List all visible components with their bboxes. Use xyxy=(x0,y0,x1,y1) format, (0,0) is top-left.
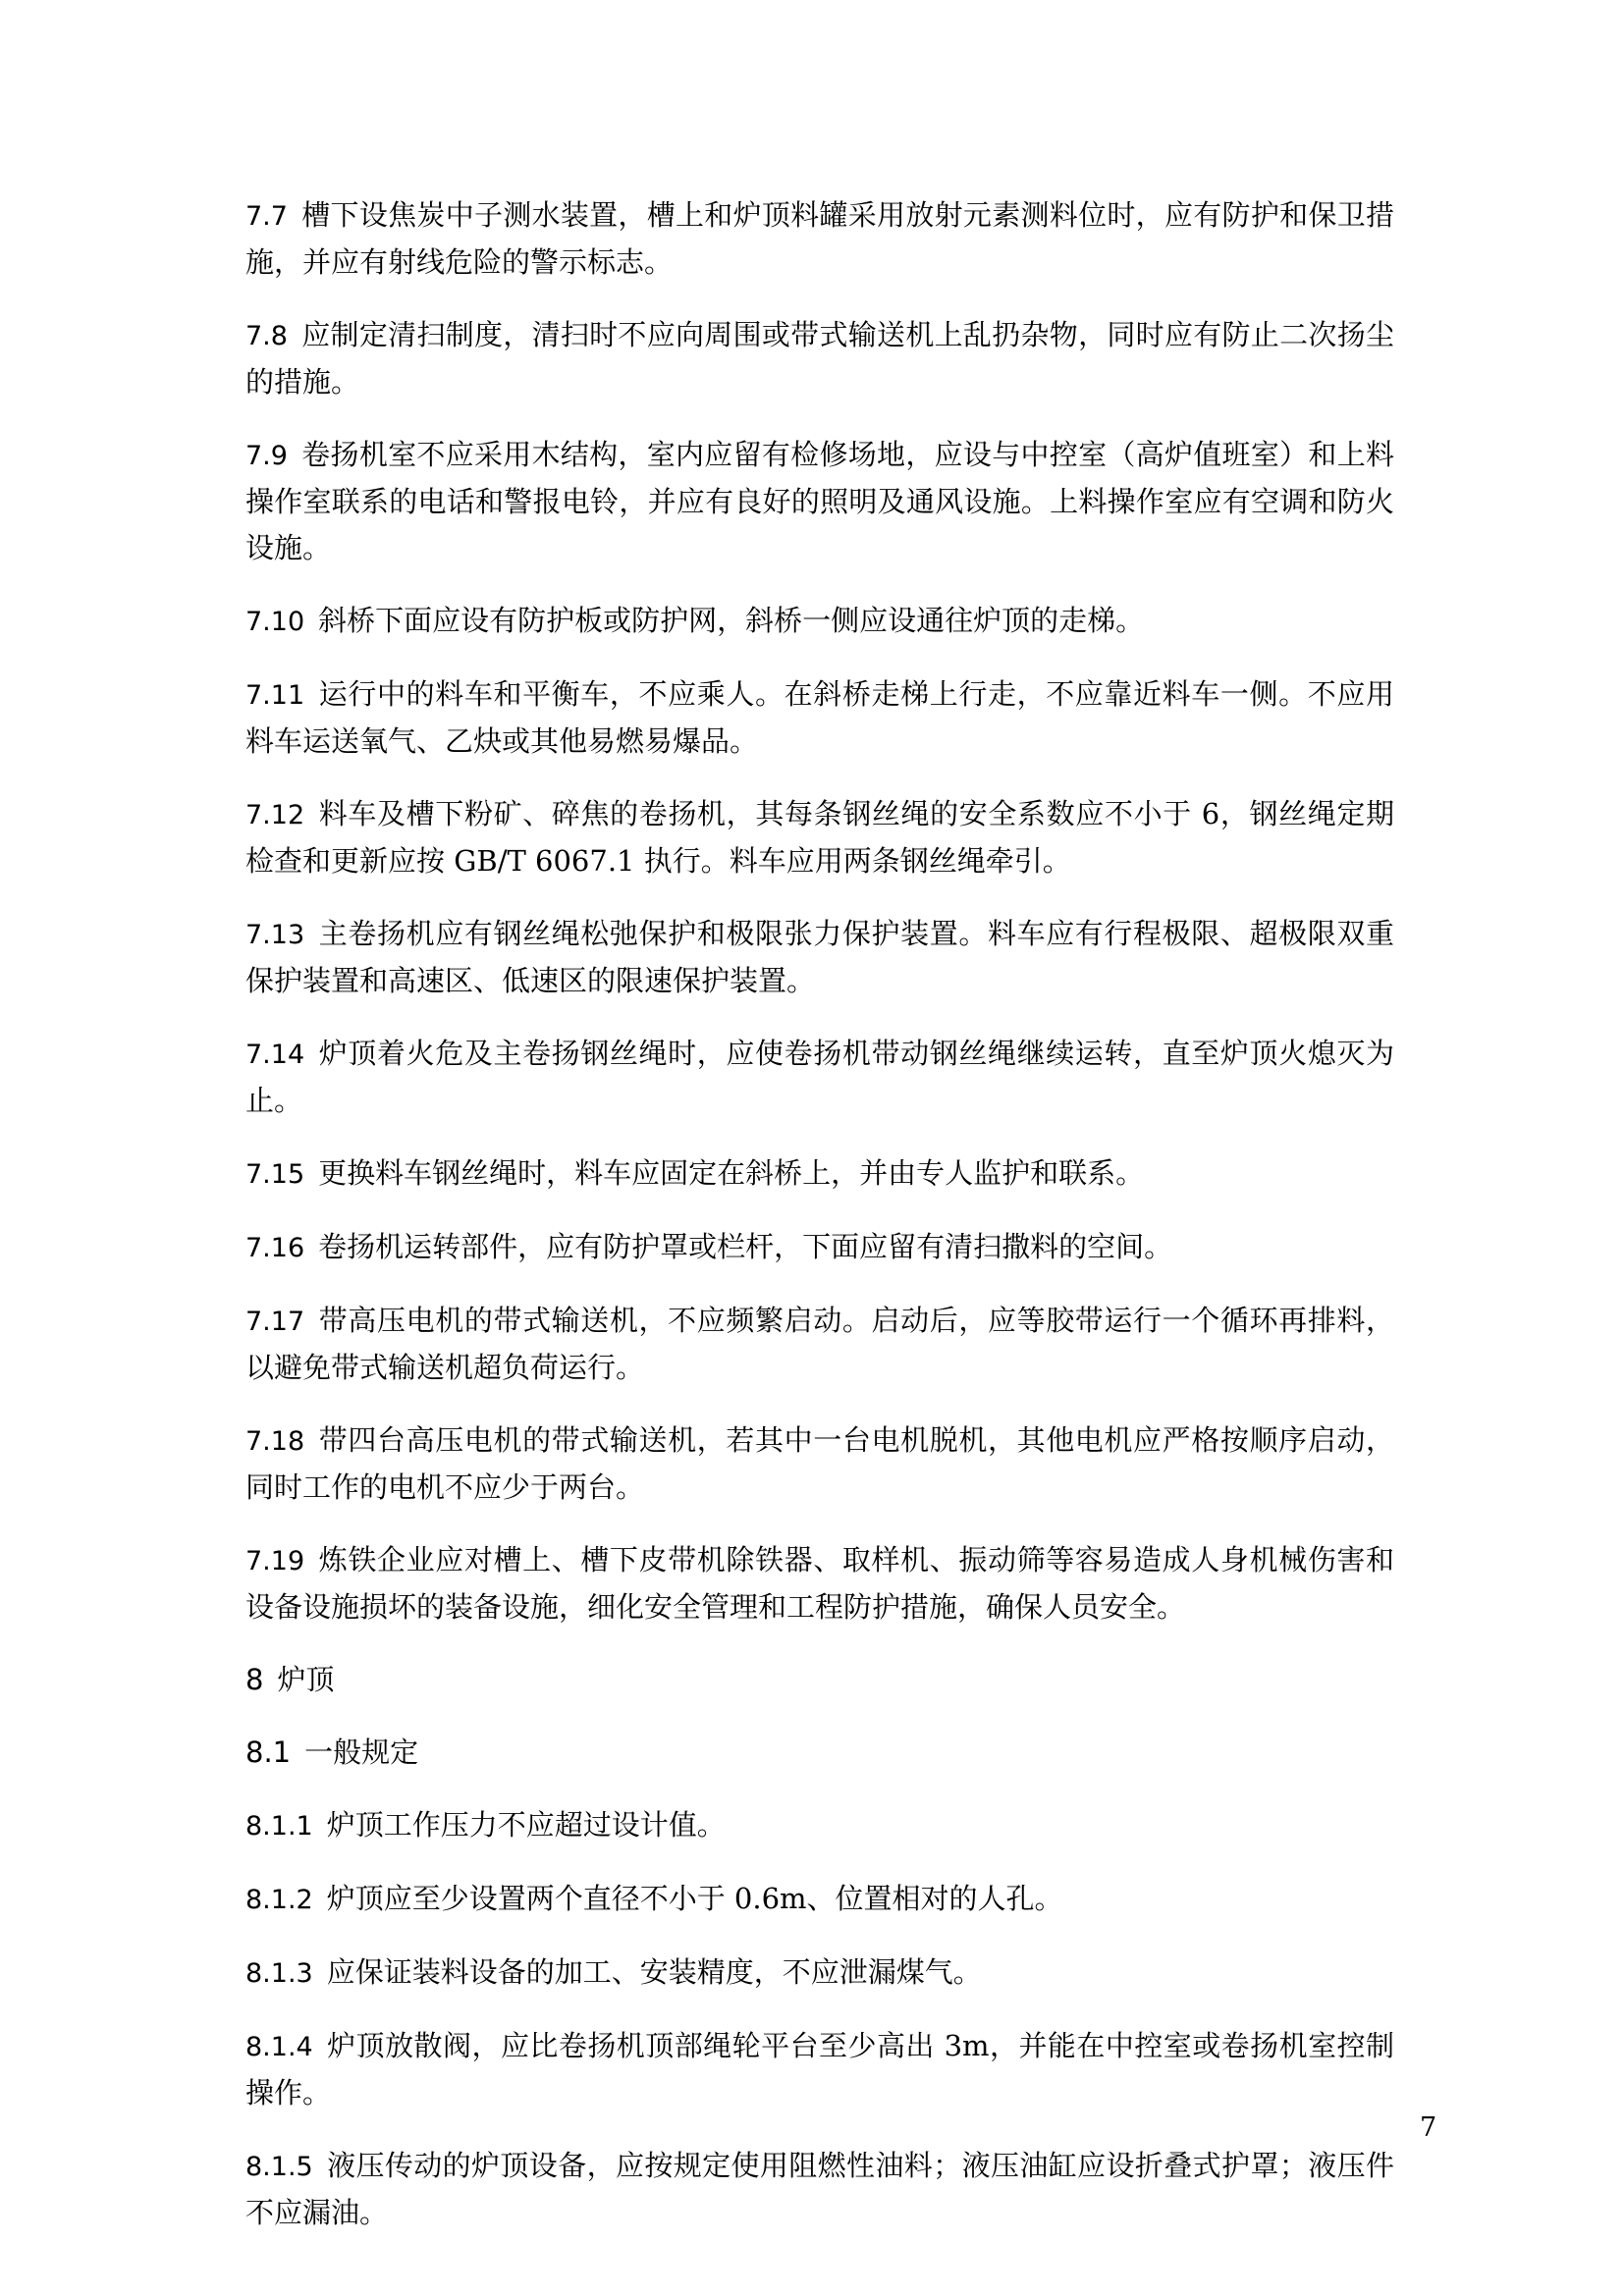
clause-number: 7.18 xyxy=(245,1426,305,1457)
clause-text: 炉顶放散阀，应比卷扬机顶部绳轮平台至少高出 3m，并能在中控室或卷扬机室控制操作。 xyxy=(245,2029,1394,2109)
clause-text: 斜桥下面应设有防护板或防护网，斜桥一侧应设通往炉顶的走梯。 xyxy=(318,604,1145,637)
clause-7-11 xyxy=(245,671,1394,765)
clause-7-8 xyxy=(245,312,1394,405)
clause-text: 主卷扬机应有钢丝绳松弛保护和极限张力保护装置。料车应有行程极限、超极限双重保护装置和高速区、低速区的限速保护装置。 xyxy=(245,917,1394,997)
section-number: 8.1 xyxy=(245,1735,292,1769)
clause-8-1-2 xyxy=(245,1876,1394,1923)
clause-text: 卷扬机室不应采用木结构，室内应留有检修场地，应设与中控室（高炉值班室）和上料操作室联系的电话和警报电铃，并应有良好的照明及通风设施。上料操作室应有空调和防火设施。 xyxy=(245,438,1394,564)
clause-number: 7.19 xyxy=(245,1546,305,1576)
clause-number: 7.13 xyxy=(245,920,305,950)
clause-7-9 xyxy=(245,432,1394,571)
section-title: 炉顶 xyxy=(277,1663,335,1696)
clause-number: 7.17 xyxy=(245,1307,305,1337)
clause-text: 带四台高压电机的带式输送机，若其中一台电机脱机，其他电机应严格按顺序启动，同时工作的电机不应少于两台。 xyxy=(245,1423,1394,1504)
clause-number: 7.7 xyxy=(245,201,288,232)
clause-number: 7.15 xyxy=(245,1159,305,1190)
section-number: 8 xyxy=(245,1663,264,1696)
clause-text: 应制定清扫制度，清扫时不应向周围或带式输送机上乱扔杂物，同时应有防止二次扬尘的措施。 xyxy=(245,318,1394,399)
section-heading-8 xyxy=(245,1657,1394,1703)
clause-text: 应保证装料设备的加工、安装精度，不应泄漏煤气。 xyxy=(326,1955,982,1989)
clause-number: 7.14 xyxy=(245,1040,305,1070)
clause-8-1-5 xyxy=(245,2143,1394,2236)
page-number: 7 xyxy=(1420,2112,1437,2143)
clause-7-13 xyxy=(245,911,1394,1004)
clause-text: 料车及槽下粉矿、碎焦的卷扬机，其每条钢丝绳的安全系数应不小于 6，钢丝绳定期检查和更新应按 GB/T 6067.1 执行。料车应用两条钢丝绳牵引。 xyxy=(245,797,1394,878)
clause-8-1-4 xyxy=(245,2023,1394,2116)
clause-number: 8.1.2 xyxy=(245,1885,313,1915)
clause-text: 卷扬机运转部件，应有防护罩或栏杆，下面应留有清扫撒料的空间。 xyxy=(318,1230,1173,1263)
clause-7-12 xyxy=(245,791,1394,884)
clause-text: 炉顶工作压力不应超过设计值。 xyxy=(326,1808,726,1842)
clause-number: 7.12 xyxy=(245,800,305,830)
clause-number: 7.16 xyxy=(245,1233,305,1263)
clause-number: 7.9 xyxy=(245,441,288,471)
clause-8-1-3 xyxy=(245,1949,1394,1997)
clause-number: 7.11 xyxy=(245,680,305,711)
clause-7-14 xyxy=(245,1031,1394,1124)
clause-7-10 xyxy=(245,598,1394,645)
clause-text: 槽下设焦炭中子测水装置，槽上和炉顶料罐采用放射元素测料位时，应有防护和保卫措施，并应有射线危险的警示标志。 xyxy=(245,198,1394,279)
clause-text: 运行中的料车和平衡车，不应乘人。在斜桥走梯上行走，不应靠近料车一侧。不应用料车运送氧气、乙炔或其他易燃易爆品。 xyxy=(245,677,1394,758)
clause-7-7 xyxy=(245,192,1394,286)
clause-text: 炉顶着火危及主卷扬钢丝绳时，应使卷扬机带动钢丝绳继续运转，直至炉顶火熄灭为止。 xyxy=(245,1037,1394,1117)
clause-text: 炉顶应至少设置两个直径不小于 0.6m、位置相对的人孔。 xyxy=(326,1882,1063,1915)
clause-7-16 xyxy=(245,1224,1394,1271)
clause-number: 8.1.5 xyxy=(245,2152,313,2182)
clause-number: 8.1.4 xyxy=(245,2032,313,2062)
clause-text: 液压传动的炉顶设备，应按规定使用阻燃性油料；液压油缸应设折叠式护罩；液压件不应漏油。 xyxy=(245,2149,1394,2229)
clause-text: 炼铁企业应对槽上、槽下皮带机除铁器、取样机、振动筛等容易造成人身机械伤害和设备设施损坏的装备设施，细化安全管理和工程防护措施，确保人员安全。 xyxy=(245,1543,1394,1624)
clause-text: 带高压电机的带式输送机，不应频繁启动。启动后，应等胶带运行一个循环再排料，以避免带式输送机超负荷运行。 xyxy=(245,1304,1394,1384)
clause-8-1-1 xyxy=(245,1802,1394,1849)
page-content xyxy=(245,192,1394,2263)
clause-7-15 xyxy=(245,1150,1394,1198)
subsection-heading-8-1 xyxy=(245,1730,1394,1776)
clause-7-17 xyxy=(245,1298,1394,1391)
clause-number: 8.1.1 xyxy=(245,1811,313,1842)
section-title: 一般规定 xyxy=(304,1735,419,1769)
clause-7-19 xyxy=(245,1537,1394,1630)
clause-text: 更换料车钢丝绳时，料车应固定在斜桥上，并由专人监护和联系。 xyxy=(318,1156,1145,1190)
clause-7-18 xyxy=(245,1417,1394,1511)
clause-number: 7.8 xyxy=(245,321,288,351)
clause-number: 7.10 xyxy=(245,607,305,637)
clause-number: 8.1.3 xyxy=(245,1958,313,1989)
